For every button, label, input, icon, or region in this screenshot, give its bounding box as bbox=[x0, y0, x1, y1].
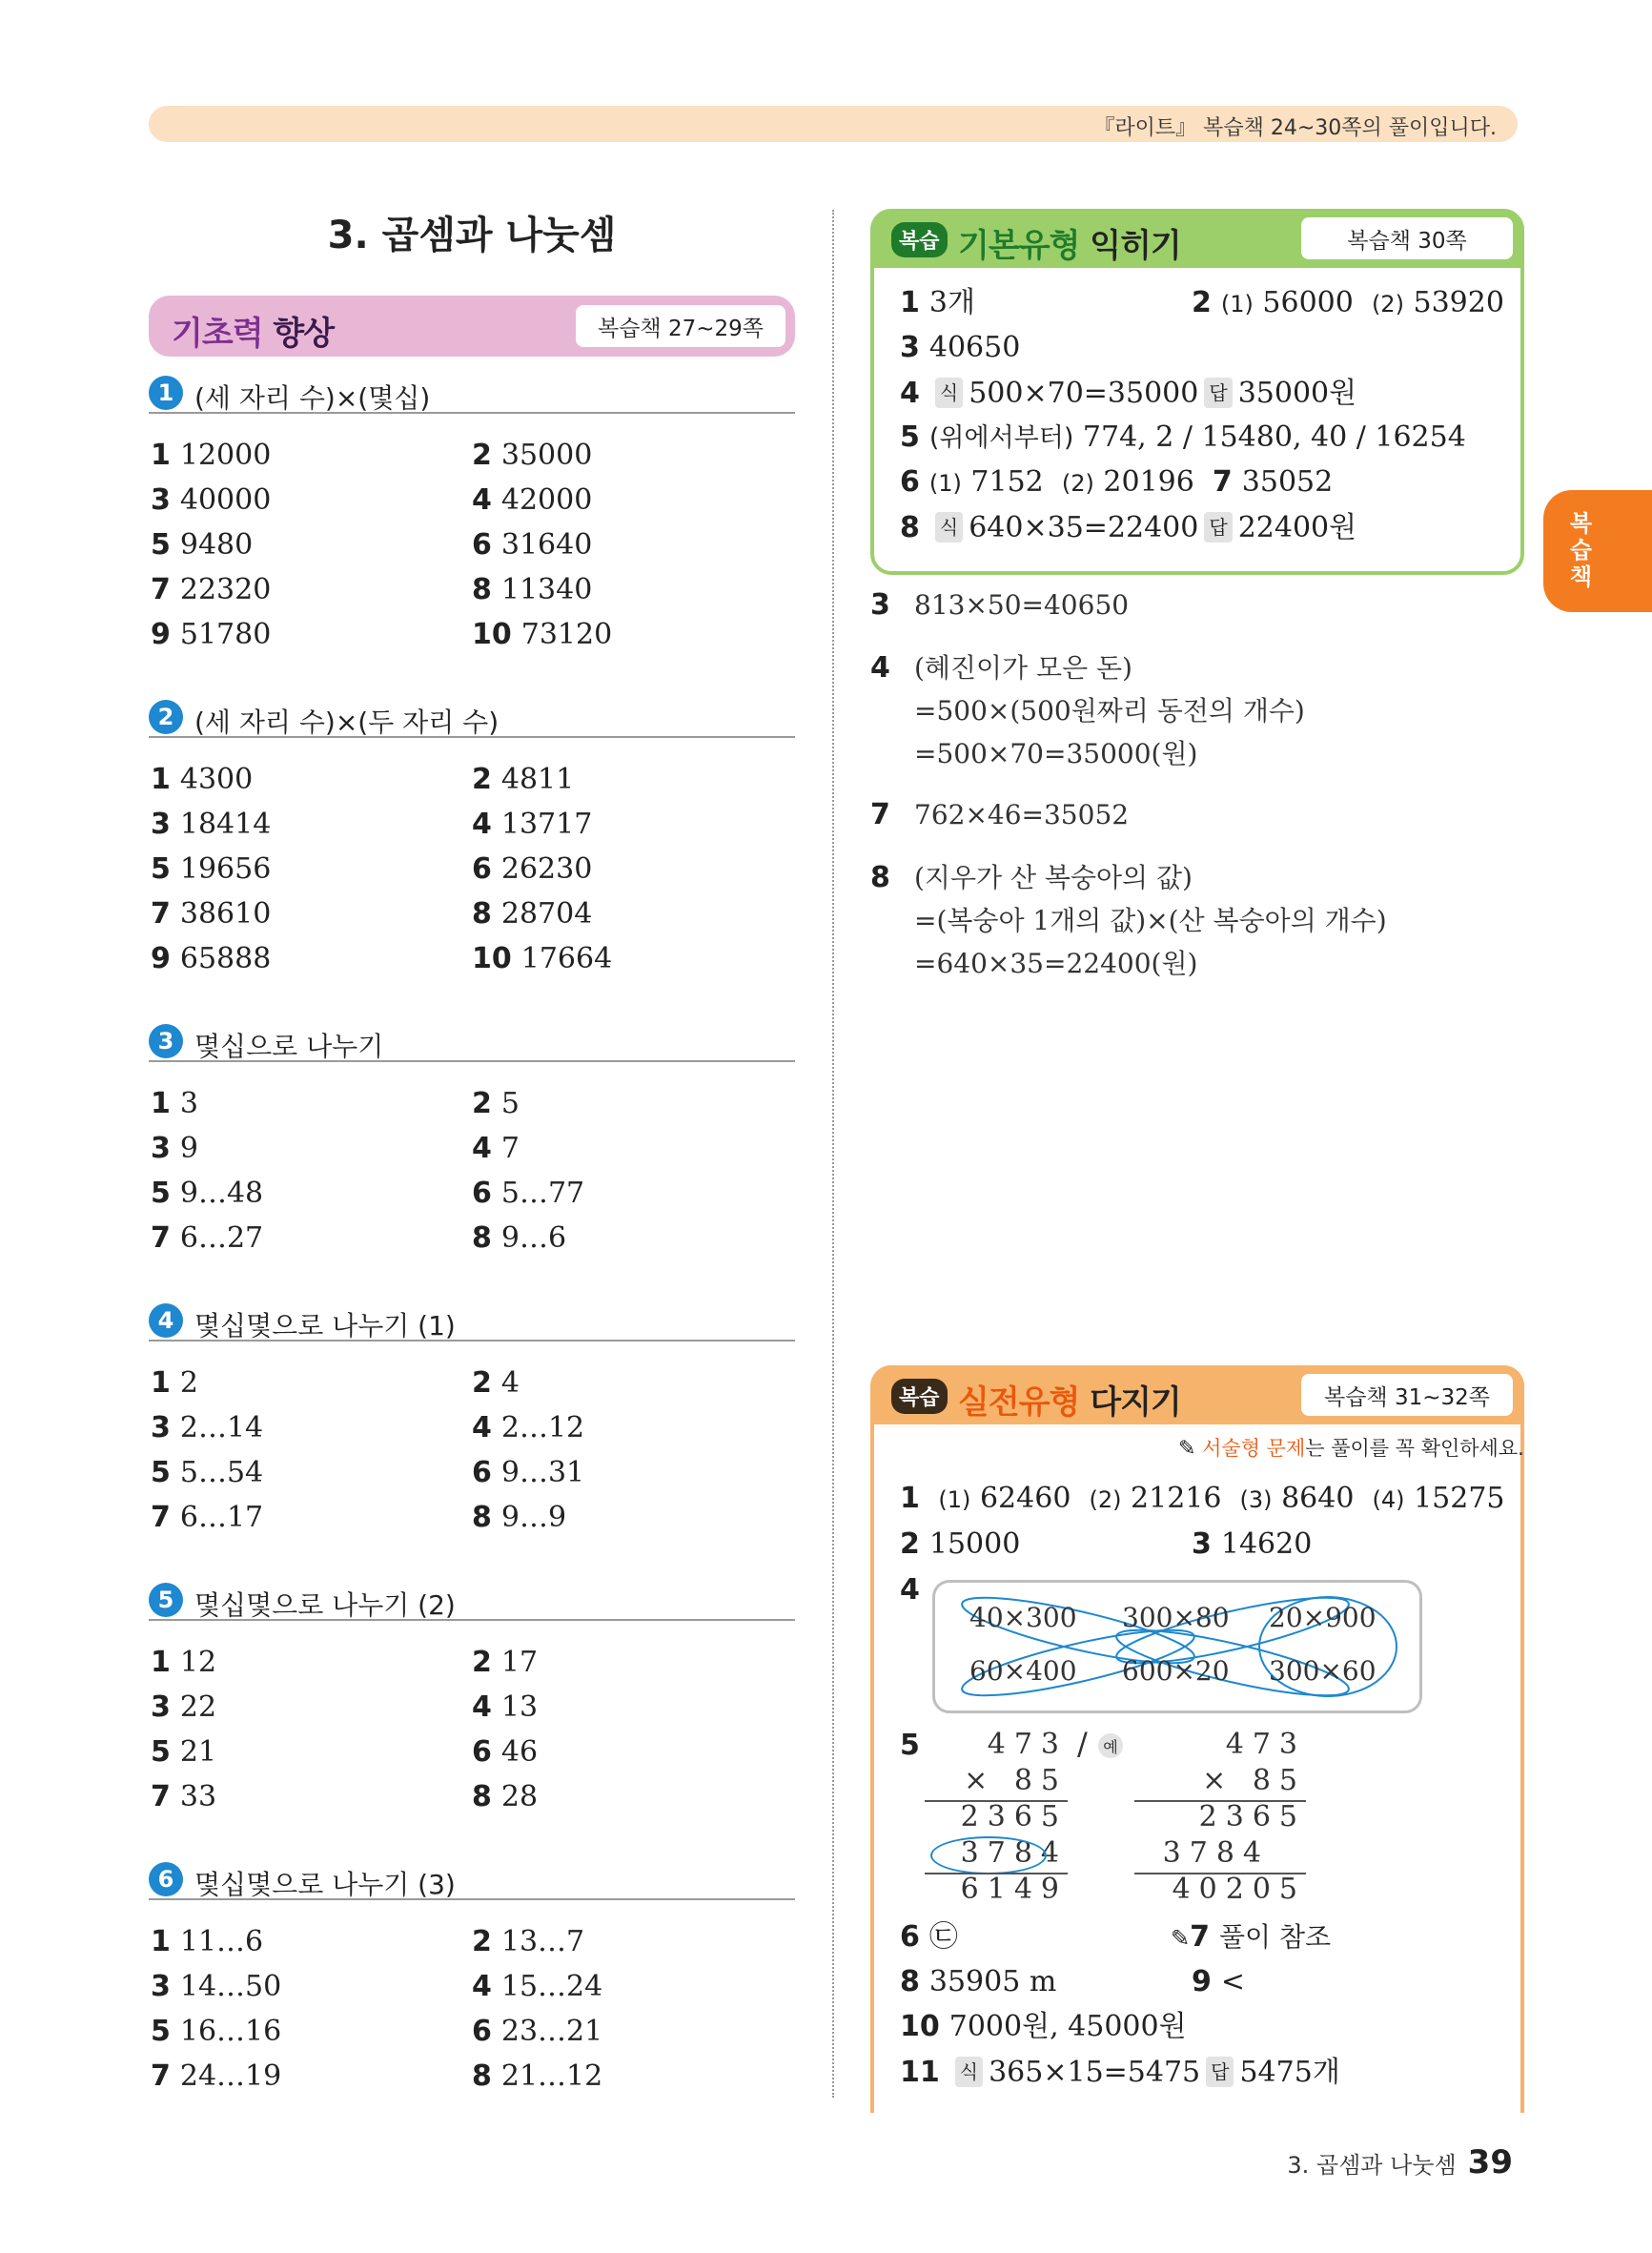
basic-skill-header bbox=[149, 296, 795, 357]
answer-item: 9 51780 bbox=[151, 618, 272, 651]
slash-separator: / bbox=[1077, 1726, 1088, 1762]
error-circle bbox=[930, 1836, 1047, 1874]
pencil-icon: ✎ bbox=[1178, 1437, 1196, 1461]
answer-item: 2 13…7 bbox=[472, 1925, 585, 1958]
section-header bbox=[149, 374, 795, 414]
answer-item: 5 16…16 bbox=[151, 2015, 282, 2048]
basic-skill-ref: 복습책 27~29쪽 bbox=[576, 305, 785, 347]
answer-item: 4 13 bbox=[472, 1690, 539, 1724]
section-header bbox=[149, 1022, 795, 1062]
answer-item: 2 4 bbox=[472, 1366, 520, 1400]
top-banner bbox=[149, 106, 1518, 142]
side-tab-review-book: 복습책 bbox=[1543, 490, 1652, 612]
bt-answer-5: 5 (위에서부터) 774, 2 / 15480, 40 / 16254 bbox=[900, 420, 1466, 454]
answer-item: 8 9…9 bbox=[472, 1501, 567, 1534]
answer-item: 1 12000 bbox=[151, 439, 272, 472]
pr-answer-3: 3 14620 bbox=[1192, 1527, 1313, 1561]
pr-answer-4: 4 bbox=[900, 1573, 920, 1607]
answer-item: 3 2…14 bbox=[151, 1411, 264, 1444]
section-title: 몇십으로 나누기 bbox=[194, 1031, 384, 1062]
match-cell: 300×80 bbox=[1122, 1602, 1230, 1633]
explanation-4: 4 (혜진이가 모은 돈) =500×(500원짜리 동전의 개수) =500×70=35000(원) bbox=[870, 651, 1305, 769]
section-number: 1 bbox=[149, 376, 183, 410]
basic-type-header bbox=[870, 209, 1524, 268]
answer-item: 5 21 bbox=[151, 1735, 217, 1769]
section-title: 몇십몇으로 나누기 (1) bbox=[194, 1310, 456, 1342]
explanation-3: 3 813×50=40650 bbox=[870, 588, 1130, 622]
answer-item: 5 5…54 bbox=[151, 1456, 264, 1489]
match-cell: 40×300 bbox=[969, 1602, 1077, 1633]
explanation-7: 7 762×46=35052 bbox=[870, 798, 1130, 831]
chapter-title: 3. 곱셈과 나눗셈 bbox=[327, 214, 617, 257]
answer-item: 6 9…31 bbox=[472, 1456, 585, 1489]
answer-item: 5 19656 bbox=[151, 852, 272, 886]
answer-item: 2 4811 bbox=[472, 763, 575, 796]
practice-title-b: 다지기 bbox=[1079, 1383, 1181, 1422]
answer-item: 6 26230 bbox=[472, 852, 593, 886]
match-cell: 60×400 bbox=[969, 1655, 1077, 1687]
answer-item: 2 5 bbox=[472, 1087, 520, 1120]
answer-item: 2 17 bbox=[472, 1646, 539, 1679]
page-number: 39 bbox=[1467, 2143, 1513, 2181]
answer-item: 7 22320 bbox=[151, 573, 272, 606]
answer-item: 6 46 bbox=[472, 1735, 539, 1769]
basic-skill-title-b: 향상 bbox=[262, 315, 335, 353]
practice-header bbox=[870, 1365, 1524, 1424]
answer-item: 3 18414 bbox=[151, 808, 272, 841]
answer-item: 1 3 bbox=[151, 1087, 198, 1120]
answer-item: 9 65888 bbox=[151, 942, 272, 975]
pencil-icon: ✎ bbox=[1171, 1925, 1191, 1952]
explanation-8: 8 (지우가 산 복숭아의 값) =(복숭아 1개의 값)×(산 복숭아의 개수) =640×35=22400(원) bbox=[870, 861, 1387, 979]
practice-title-a: 실전유형 bbox=[958, 1383, 1080, 1422]
answer-item: 8 28704 bbox=[472, 897, 593, 931]
match-cell: 300×60 bbox=[1269, 1655, 1377, 1687]
section-title: (세 자리 수)×(몇십) bbox=[194, 382, 431, 414]
section-header bbox=[149, 1581, 795, 1621]
section-title: (세 자리 수)×(두 자리 수) bbox=[194, 707, 500, 738]
section-header bbox=[149, 698, 795, 738]
answer-item: 10 17664 bbox=[472, 942, 613, 975]
answer-item: 8 11340 bbox=[472, 573, 593, 606]
answer-item: 4 2…12 bbox=[472, 1411, 585, 1444]
section-number: 2 bbox=[149, 700, 183, 734]
page-footer bbox=[1287, 2143, 1513, 2181]
section-title: 몇십몇으로 나누기 (2) bbox=[194, 1589, 456, 1621]
matching-box bbox=[932, 1580, 1422, 1713]
basic-type-title-b: 익히기 bbox=[1079, 227, 1181, 265]
answer-item: 6 31640 bbox=[472, 528, 593, 562]
calc-wrong: 473 × 85 2365 3784 6149 bbox=[925, 1728, 1068, 1909]
answer-item: 3 40000 bbox=[151, 483, 272, 517]
pr-answer-11: 11 식 365×15=5475 답 5475개 bbox=[900, 2056, 1340, 2089]
bt-answer-3: 3 40650 bbox=[900, 331, 1021, 364]
pr-answer-9: 9 < bbox=[1192, 1965, 1246, 1998]
banner-text: 『라이트』 복습책 24~30쪽의 풀이입니다. bbox=[1093, 116, 1497, 140]
pr-answer-8: 8 35905 m bbox=[900, 1965, 1057, 1998]
descriptive-note: ✎ 서술형 문제는 풀이를 꼭 확인하세요. bbox=[1178, 1437, 1524, 1461]
answer-item: 5 9…48 bbox=[151, 1177, 264, 1210]
answer-item: 1 12 bbox=[151, 1646, 217, 1679]
practice-badge: 복습 bbox=[891, 1379, 948, 1414]
pr-answer-1: 1 (1) 62460 (2) 21216 (3) 8640 (4) 15275 bbox=[900, 1482, 1505, 1515]
answer-item: 1 11…6 bbox=[151, 1925, 264, 1958]
answer-item: 4 13717 bbox=[472, 808, 593, 841]
answer-item: 2 35000 bbox=[472, 439, 593, 472]
pr-answer-6: 6 ㉢ bbox=[900, 1920, 958, 1954]
answer-item: 4 15…24 bbox=[472, 1970, 603, 2003]
column-divider bbox=[832, 210, 834, 2098]
pr-answer-5: 5 bbox=[900, 1729, 920, 1762]
answer-item: 8 28 bbox=[472, 1780, 539, 1813]
answer-item: 1 4300 bbox=[151, 763, 254, 796]
section-title: 몇십몇으로 나누기 (3) bbox=[194, 1869, 456, 1900]
match-cell: 600×20 bbox=[1122, 1655, 1230, 1687]
section-header bbox=[149, 1301, 795, 1342]
practice-ref: 복습책 31~32쪽 bbox=[1301, 1374, 1513, 1416]
section-number: 4 bbox=[149, 1303, 183, 1338]
pr-answer-7: ✎7 풀이 참조 bbox=[1171, 1920, 1332, 1954]
bt-answer-4: 4 식 500×70=35000 답 35000원 bbox=[900, 377, 1357, 410]
answer-item: 7 6…17 bbox=[151, 1501, 264, 1534]
pr-answer-2: 2 15000 bbox=[900, 1527, 1021, 1561]
answer-item: 8 21…12 bbox=[472, 2059, 603, 2093]
answer-item: 6 23…21 bbox=[472, 2015, 603, 2048]
basic-skill-title-a: 기초력 bbox=[172, 315, 263, 353]
example-badge: 예 bbox=[1098, 1733, 1123, 1758]
match-cell: 20×900 bbox=[1269, 1602, 1377, 1633]
answer-item: 10 73120 bbox=[472, 618, 613, 651]
basic-type-title-a: 기본유형 bbox=[958, 227, 1080, 265]
answer-item: 6 5…77 bbox=[472, 1177, 585, 1210]
answer-item: 3 22 bbox=[151, 1690, 217, 1724]
section-number: 5 bbox=[149, 1583, 183, 1617]
answer-item: 8 9…6 bbox=[472, 1221, 567, 1255]
bt-answer-8: 8 식 640×35=22400 답 22400원 bbox=[900, 511, 1357, 544]
answer-item: 4 42000 bbox=[472, 483, 593, 517]
answer-item: 7 6…27 bbox=[151, 1221, 264, 1255]
answer-item: 4 7 bbox=[472, 1132, 520, 1165]
basic-type-ref: 복습책 30쪽 bbox=[1301, 217, 1513, 259]
answer-item: 7 24…19 bbox=[151, 2059, 282, 2093]
section-number: 6 bbox=[149, 1862, 183, 1896]
section-number: 3 bbox=[149, 1024, 183, 1058]
answer-item: 7 38610 bbox=[151, 897, 272, 931]
answer-item: 3 14…50 bbox=[151, 1970, 282, 2003]
basic-type-badge: 복습 bbox=[891, 222, 948, 257]
bt-answer-1: 1 3개 bbox=[900, 286, 975, 319]
answer-item: 5 9480 bbox=[151, 528, 254, 562]
answer-item: 3 9 bbox=[151, 1132, 198, 1165]
section-header bbox=[149, 1860, 795, 1900]
answer-item: 1 2 bbox=[151, 1366, 198, 1400]
pr-answer-10: 10 7000원, 45000원 bbox=[900, 2010, 1187, 2043]
answer-item: 7 33 bbox=[151, 1780, 217, 1813]
bt-answer-2: 2 (1) 56000 (2) 53920 bbox=[1192, 286, 1504, 319]
footer-chapter: 3. 곱셈과 나눗셈 bbox=[1287, 2152, 1457, 2179]
bt-answer-6-7: 6 (1) 7152 (2) 20196 7 35052 bbox=[900, 465, 1334, 499]
calc-correct: 473 × 85 2365 3784 40205 bbox=[1134, 1728, 1306, 1909]
